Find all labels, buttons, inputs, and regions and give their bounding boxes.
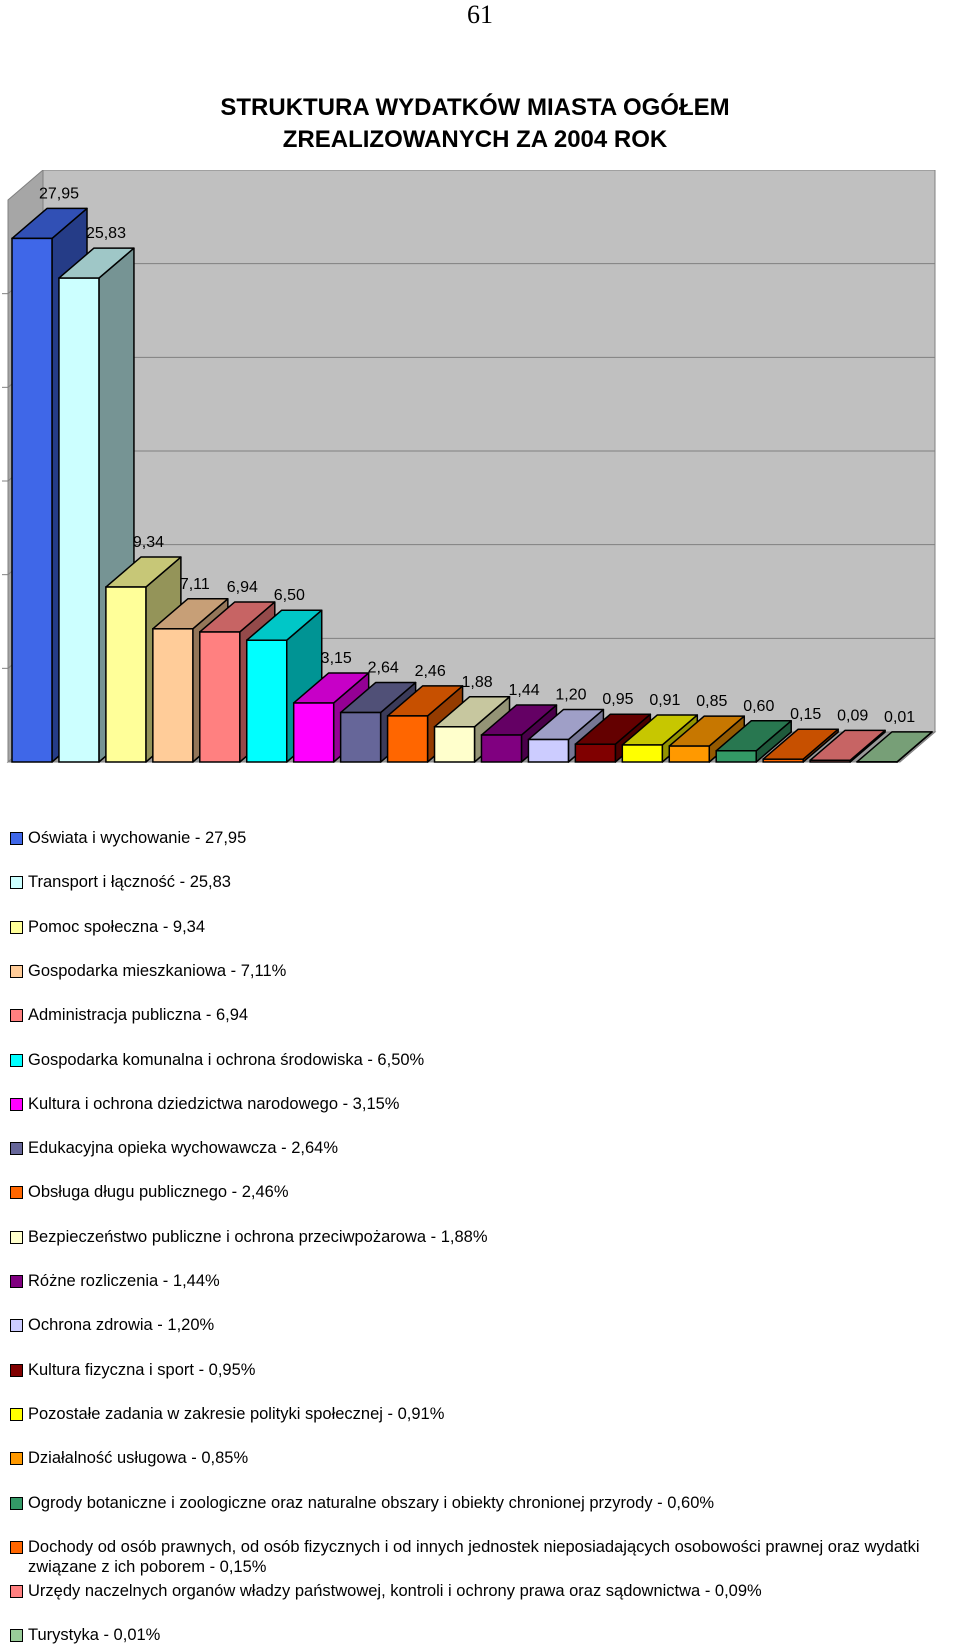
legend-label: Dochody od osób prawnych, od osób fizycznych i od innych jednostek nieposiadających osobowości prawnej oraz wydatki związane z ich poborem - 0,15%: [28, 1537, 920, 1576]
bar-data-label: 2,46: [414, 662, 446, 680]
legend-label: Turystyka - 0,01%: [28, 1626, 161, 1645]
legend-swatch: [10, 1319, 23, 1332]
legend-item: [10, 1227, 955, 1247]
legend-label: Administracja publiczna - 6,94: [28, 1006, 249, 1025]
legend-label: Edukacyjna opieka wychowawcza - 2,64%: [28, 1139, 338, 1158]
bar-data-label: 7,11: [179, 575, 210, 593]
bar-data-label: 1,44: [508, 682, 540, 700]
bar: [481, 735, 521, 762]
bar-data-label: 1,20: [555, 686, 587, 704]
bar-data-label: 0,85: [696, 693, 728, 711]
legend-swatch: [10, 1408, 23, 1421]
legend-swatch: [10, 832, 23, 845]
legend-label: Obsługa długu publicznego - 2,46%: [28, 1183, 289, 1202]
legend-item: [10, 1625, 955, 1645]
legend-swatch: [10, 1452, 23, 1465]
legend-swatch: [10, 1364, 23, 1377]
legend-item: [10, 961, 955, 981]
bar-data-label: 27,95: [39, 185, 80, 203]
legend-swatch: [10, 1186, 23, 1199]
legend-item: [10, 1404, 955, 1424]
legend-swatch: [10, 1629, 23, 1642]
bar: [59, 278, 99, 762]
legend-label: Różne rozliczenia - 1,44%: [28, 1272, 220, 1290]
legend-label: Transport i łączność - 25,83: [28, 873, 231, 892]
legend-item: [10, 917, 955, 937]
page-number: 61: [467, 0, 493, 29]
bar: [388, 716, 428, 762]
legend-item: [10, 1493, 955, 1513]
chart-title-line-1: STRUKTURA WYDATKÓW MIASTA OGÓŁEM: [220, 94, 730, 121]
bar-data-label: 9,34: [132, 534, 165, 552]
legend-swatch: [10, 1585, 23, 1598]
legend-swatch: [10, 1098, 23, 1111]
bar-data-label: 1,88: [461, 673, 493, 691]
chart-title: [0, 92, 950, 156]
bar-data-label: 3,15: [320, 649, 352, 667]
legend-swatch: [10, 876, 23, 889]
bar: [575, 744, 615, 762]
legend-item: [10, 1182, 955, 1202]
bar: [294, 703, 334, 762]
bar: [810, 760, 850, 762]
legend-label: Kultura i ochrona dziedzictwa narodowego - 3,15%: [28, 1094, 400, 1113]
legend-swatch: [10, 1009, 23, 1022]
legend-label: Ochrona zdrowia - 1,20%: [28, 1316, 215, 1335]
legend-swatch: [10, 1497, 23, 1510]
legend-label: Działalność usługowa - 0,85%: [28, 1449, 249, 1468]
bar-data-label: 6,94: [226, 578, 258, 596]
legend-item: [10, 1138, 955, 1158]
legend-label: Kultura fizyczna i sport - 0,95%: [28, 1360, 256, 1379]
legend-item: [10, 1315, 955, 1335]
bar: [341, 713, 381, 762]
legend-swatch: [10, 965, 23, 978]
legend-label: Ogrody botaniczne i zoologiczne oraz naturalne obszary i obiekty chronionej przyrody - 0,60%: [28, 1493, 715, 1512]
bar-data-label: 0,91: [649, 691, 681, 709]
legend-item: [10, 828, 955, 848]
bar-chart: [0, 170, 960, 810]
bar-data-label: 2,64: [367, 659, 399, 677]
legend-label: Pomoc społeczna - 9,34: [28, 917, 206, 936]
legend-item: [10, 1005, 955, 1025]
bar-data-label: 6,50: [273, 587, 305, 605]
bar: [669, 746, 709, 762]
bar: [12, 238, 52, 762]
bar-data-label: 0,09: [837, 707, 869, 725]
legend-item: [10, 1050, 955, 1070]
legend-swatch: [10, 1054, 23, 1067]
bar: [716, 751, 756, 762]
bar-data-label: 0,15: [790, 706, 822, 724]
bar: [200, 632, 240, 762]
bar-data-label: 0,01: [884, 708, 916, 726]
legend-label: Pozostałe zadania w zakresie polityki społecznej - 0,91%: [28, 1404, 445, 1423]
bar: [106, 587, 146, 762]
legend-item: [10, 1094, 955, 1114]
bar: [763, 759, 803, 762]
legend-label: Oświata i wychowanie - 27,95: [28, 829, 247, 847]
legend-label: Bezpieczeństwo publiczne i ochrona przeciwpożarowa - 1,88%: [28, 1227, 488, 1246]
legend-item: [10, 1360, 955, 1380]
legend-swatch: [10, 1275, 23, 1288]
legend-swatch: [10, 1541, 23, 1554]
legend-item: [10, 1537, 955, 1577]
legend-item: [10, 1581, 955, 1601]
bar: [435, 727, 475, 762]
legend-item: [10, 872, 955, 892]
legend-label: Gospodarka mieszkaniowa - 7,11%: [28, 961, 287, 980]
legend-swatch: [10, 921, 23, 934]
bar-data-label: 0,95: [602, 691, 634, 709]
bar: [528, 740, 568, 762]
bar: [622, 745, 662, 762]
legend-swatch: [10, 1142, 23, 1155]
bar-data-label: 0,60: [743, 697, 775, 715]
bar: [153, 629, 193, 762]
legend-label: Gospodarka komunalna i ochrona środowiska - 6,50%: [28, 1050, 425, 1069]
bar: [247, 640, 287, 762]
chart-title-line-2: ZREALIZOWANYCH ZA 2004 ROK: [282, 126, 668, 153]
bar-data-label: 25,83: [85, 225, 126, 243]
legend-item: [10, 1448, 955, 1468]
legend-label: Urzędy naczelnych organów władzy państwowej, kontroli i ochrony prawa oraz sądownictwa - 0,09%: [28, 1581, 762, 1600]
legend-item: [10, 1271, 955, 1291]
legend-swatch: [10, 1231, 23, 1244]
